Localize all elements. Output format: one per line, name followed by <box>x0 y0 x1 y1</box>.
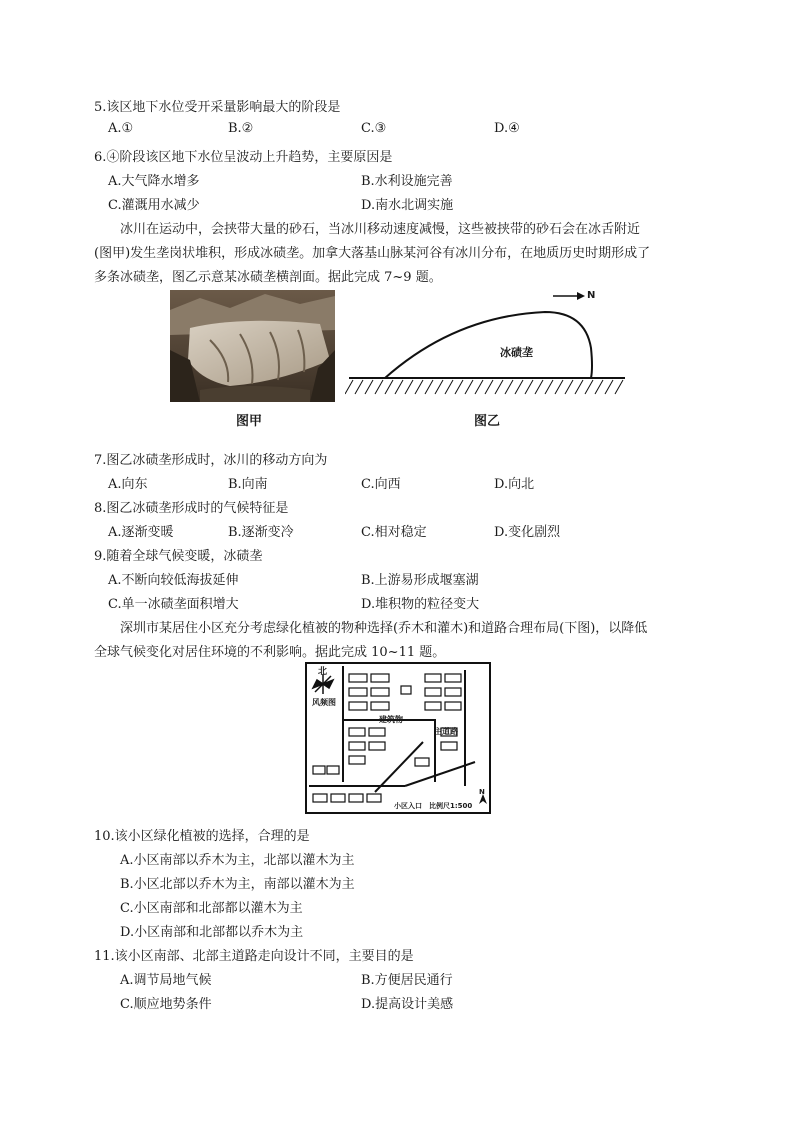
wind-rose-label: 风频图 <box>312 698 336 707</box>
question-11-stem: 11.该小区南部、北部主道路走向设计不同，主要目的是 <box>94 949 414 964</box>
map-north-label: 北 <box>318 667 328 677</box>
question-10-stem: 10.该小区绿化植被的选择，合理的是 <box>94 829 310 844</box>
scale-label: 比例尺1:500 <box>429 802 473 810</box>
q6-option-c: C.灌溉用水减少 <box>108 198 200 213</box>
q7-option-d: D.向北 <box>494 477 535 492</box>
passage-2-line-1: 深圳市某居住小区充分考虑绿化植被的物种选择(乔木和灌木)和道路合理布局(下图)，以降低 <box>120 621 648 636</box>
main-road-label: 主道路 <box>434 727 458 736</box>
moraine-label: 冰碛垄 <box>500 346 533 359</box>
q8-option-d: D.变化剧烈 <box>494 525 561 540</box>
question-5-stem: 5.该区地下水位受开采量影响最大的阶段是 <box>94 100 341 115</box>
question-6-stem: 6.④阶段该区地下水位呈波动上升趋势，主要原因是 <box>94 150 393 165</box>
q8-option-a: A.逐渐变暖 <box>108 525 174 540</box>
q10-option-d: D.小区南部和北部都以乔木为主 <box>120 925 304 940</box>
q10-option-c: C.小区南部和北部都以灌木为主 <box>120 901 303 916</box>
q11-option-c: C.顺应地势条件 <box>120 997 212 1012</box>
community-layout-map <box>305 662 491 814</box>
q9-option-a: A.不断向较低海拔延伸 <box>108 573 239 588</box>
q6-option-a: A.大气降水增多 <box>108 174 200 189</box>
question-8-stem: 8.图乙冰碛垄形成时的气候特征是 <box>94 501 289 516</box>
q5-option-d: D.④ <box>494 121 520 136</box>
q7-option-a: A.向东 <box>108 477 148 492</box>
q10-option-b: B.小区北部以乔木为主，南部以灌木为主 <box>120 877 355 892</box>
q9-option-b: B.上游易形成堰塞湖 <box>361 573 479 588</box>
passage-2-line-2: 全球气候变化对居住环境的不利影响。据此完成 10~11 题。 <box>94 645 446 660</box>
q5-option-c: C.③ <box>361 121 387 136</box>
passage-1-line-1: 冰川在运动中，会挟带大量的砂石，当冰川移动速度减慢，这些被挟带的砂石会在冰舌附近 <box>120 222 641 237</box>
q9-option-d: D.堆积物的粒径变大 <box>361 597 480 612</box>
north-arrow-label: N <box>587 290 596 301</box>
moraine-cross-section <box>345 288 630 406</box>
map-n-arrow-label: N <box>479 788 485 796</box>
q5-option-b: B.② <box>228 121 254 136</box>
q5-option-a: A.① <box>108 121 134 136</box>
passage-1-line-2: (图甲)发生垄岗状堆积，形成冰碛垄。加拿大落基山脉某河谷有冰川分布，在地质历史时期形成了 <box>94 246 651 261</box>
q10-option-a: A.小区南部以乔木为主，北部以灌木为主 <box>120 853 355 868</box>
passage-1-line-3: 多条冰碛垄，图乙示意某冰碛垄横剖面。据此完成 7~9 题。 <box>94 270 442 285</box>
q11-option-d: D.提高设计美感 <box>361 997 454 1012</box>
question-9-stem: 9.随着全球气候变暖，冰碛垄 <box>94 549 263 564</box>
q11-option-a: A.调节局地气候 <box>120 973 212 988</box>
figure-a-caption: 图甲 <box>236 414 263 429</box>
q6-option-b: B.水利设施完善 <box>361 174 453 189</box>
figure-b-caption: 图乙 <box>474 414 501 429</box>
q7-option-b: B.向南 <box>228 477 268 492</box>
q9-option-c: C.单一冰碛垄面积增大 <box>108 597 239 612</box>
q7-option-c: C.向西 <box>361 477 401 492</box>
q8-option-c: C.相对稳定 <box>361 525 427 540</box>
q6-option-d: D.南水北调实施 <box>361 198 454 213</box>
entrance-label: 小区入口 <box>394 802 422 810</box>
question-7-stem: 7.图乙冰碛垄形成时，冰川的移动方向为 <box>94 453 328 468</box>
building-label: 建筑物 <box>379 715 403 724</box>
q8-option-b: B.逐渐变冷 <box>228 525 294 540</box>
glacier-photo <box>170 290 335 402</box>
q11-option-b: B.方便居民通行 <box>361 973 453 988</box>
